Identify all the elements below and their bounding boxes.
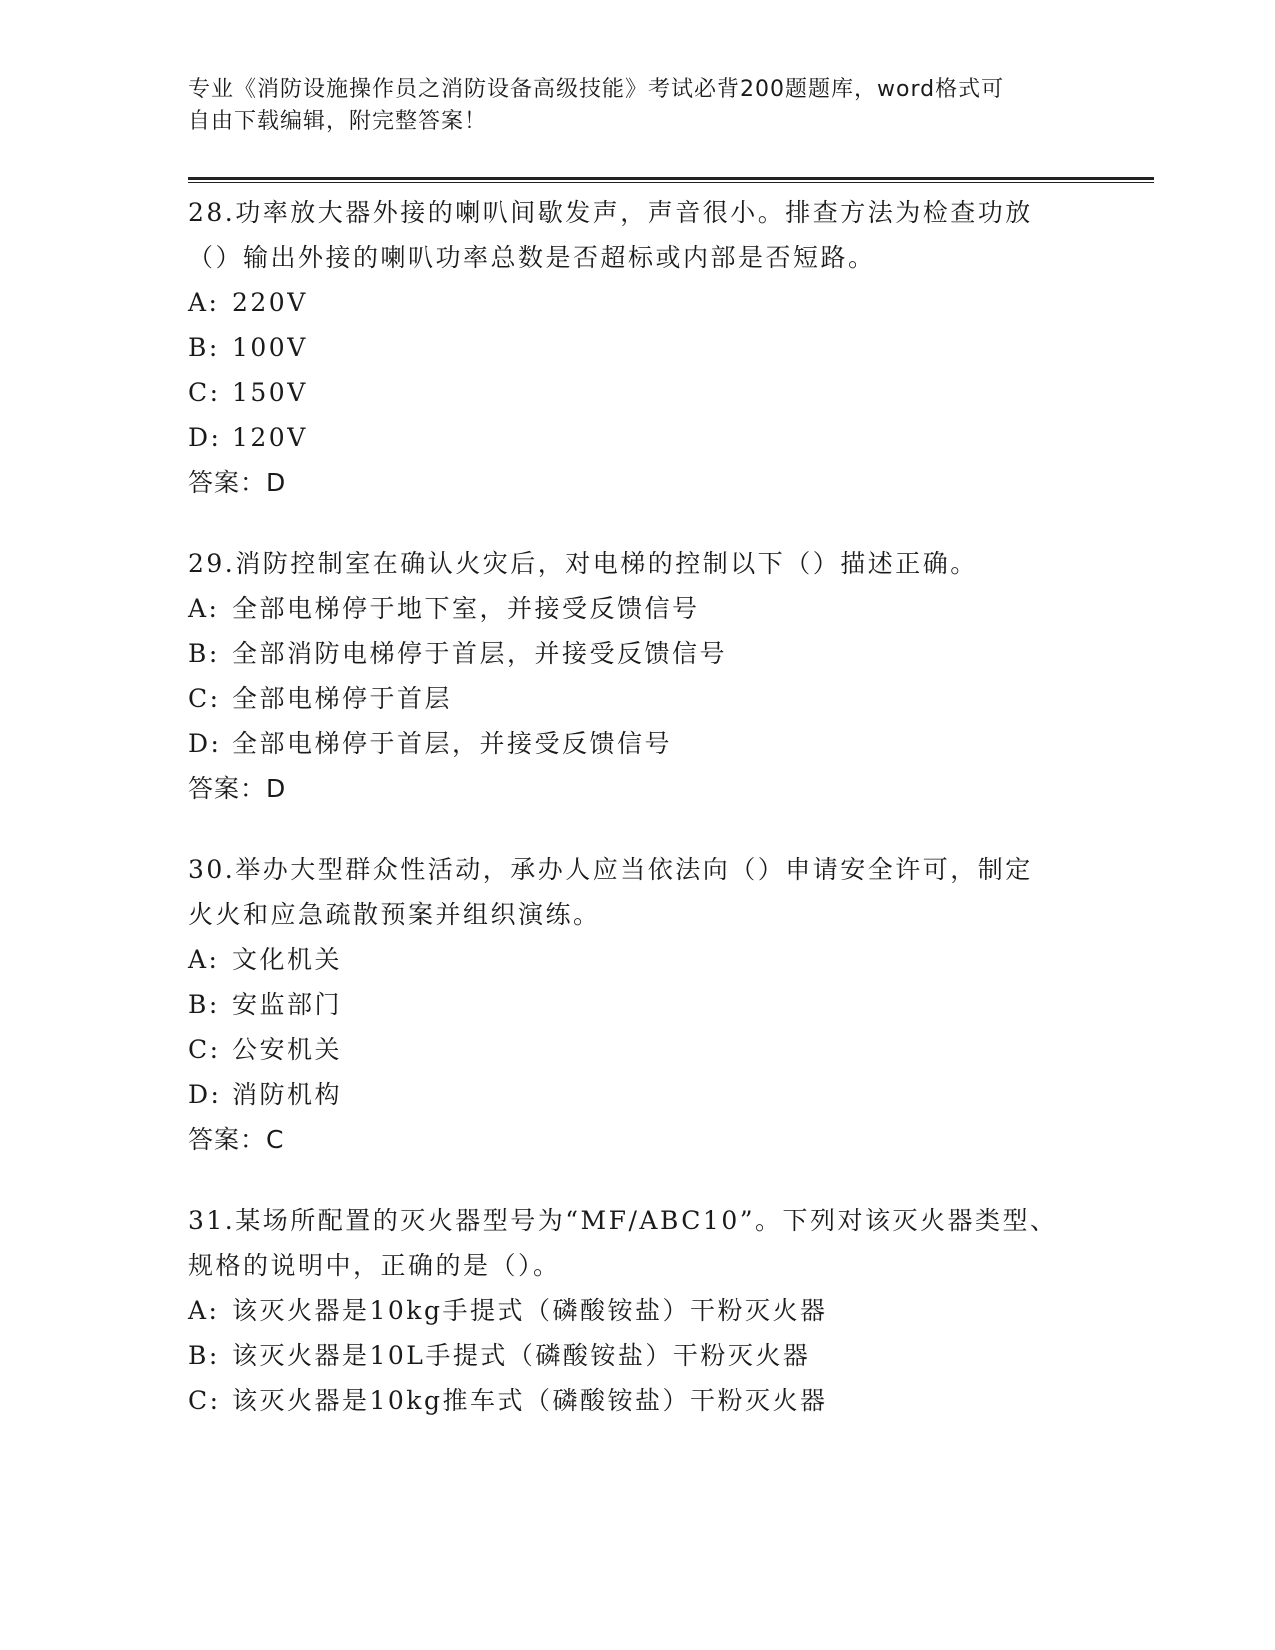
option-text: 全部电梯停于首层 bbox=[232, 684, 453, 713]
option-key: A: bbox=[188, 288, 220, 317]
option-text: 全部电梯停于地下室，并接受反馈信号 bbox=[232, 594, 700, 623]
question-stem: 30.举办大型群众性活动，承办人应当依法向（）申请安全许可，制定 bbox=[188, 855, 1033, 884]
option-text: 120V bbox=[232, 423, 308, 452]
option-text: 该灭火器是10kg推车式（磷酸铵盐）干粉灭火器 bbox=[232, 1386, 828, 1415]
question-stem-continued: （）输出外接的喇叭功率总数是否超标或内部是否短路。 bbox=[188, 243, 876, 272]
option-key: B: bbox=[188, 639, 220, 668]
option-key: A: bbox=[188, 1296, 220, 1325]
option-key: D: bbox=[188, 1080, 222, 1109]
option-key: D: bbox=[188, 729, 222, 758]
option-key: C: bbox=[188, 1386, 221, 1415]
option-c bbox=[188, 1027, 1088, 1072]
question-stem: 31.某场所配置的灭火器型号为“MF/ABC10”。下列对该灭火器类型、 bbox=[188, 1206, 1058, 1235]
option-b bbox=[188, 1333, 1088, 1378]
option-text: 220V bbox=[232, 288, 308, 317]
option-text: 公安机关 bbox=[232, 1035, 343, 1064]
option-key: D: bbox=[188, 423, 222, 452]
question-list bbox=[188, 190, 1088, 1459]
header-divider-thin bbox=[188, 182, 1154, 183]
option-key: A: bbox=[188, 594, 220, 623]
option-b bbox=[188, 325, 1088, 370]
option-text: 消防机构 bbox=[232, 1080, 343, 1109]
answer-line: 答案：C bbox=[188, 1125, 285, 1154]
question-stem: 28.功率放大器外接的喇叭间歇发声，声音很小。排查方法为检查功放 bbox=[188, 198, 1033, 227]
option-c bbox=[188, 370, 1088, 415]
option-text: 100V bbox=[232, 333, 308, 362]
option-a bbox=[188, 1288, 1088, 1333]
option-c bbox=[188, 676, 1088, 721]
option-key: C: bbox=[188, 378, 221, 407]
header-line-1: 专业《消防设施操作员之消防设备高级技能》考试必背200题题库，word格式可 bbox=[188, 77, 1005, 102]
option-c bbox=[188, 1378, 1088, 1423]
option-a bbox=[188, 586, 1088, 631]
option-text: 全部电梯停于首层，并接受反馈信号 bbox=[232, 729, 673, 758]
answer-line: 答案：D bbox=[188, 468, 287, 497]
option-b bbox=[188, 631, 1088, 676]
option-text: 该灭火器是10kg手提式（磷酸铵盐）干粉灭火器 bbox=[232, 1296, 828, 1325]
document-header bbox=[188, 74, 1068, 138]
option-text: 安监部门 bbox=[232, 990, 343, 1019]
option-text: 150V bbox=[232, 378, 308, 407]
option-text: 全部消防电梯停于首层，并接受反馈信号 bbox=[232, 639, 728, 668]
option-key: A: bbox=[188, 945, 220, 974]
option-d bbox=[188, 415, 1088, 460]
option-key: B: bbox=[188, 990, 220, 1019]
option-text: 该灭火器是10L手提式（磷酸铵盐）干粉灭火器 bbox=[232, 1341, 811, 1370]
question-stem-continued: 火火和应急疏散预案并组织演练。 bbox=[188, 900, 601, 929]
header-divider-thick bbox=[188, 177, 1154, 180]
answer-line: 答案：D bbox=[188, 774, 287, 803]
option-key: C: bbox=[188, 684, 221, 713]
question-31 bbox=[188, 1198, 1088, 1423]
question-29 bbox=[188, 541, 1088, 811]
header-line-2: 自由下载编辑，附完整答案！ bbox=[188, 109, 488, 134]
option-key: C: bbox=[188, 1035, 221, 1064]
option-text: 文化机关 bbox=[232, 945, 343, 974]
option-key: B: bbox=[188, 1341, 220, 1370]
question-30 bbox=[188, 847, 1088, 1162]
option-a bbox=[188, 280, 1088, 325]
option-key: B: bbox=[188, 333, 220, 362]
question-stem-continued: 规格的说明中，正确的是（）。 bbox=[188, 1251, 561, 1280]
option-a bbox=[188, 937, 1088, 982]
option-d bbox=[188, 721, 1088, 766]
question-stem: 29.消防控制室在确认火灾后，对电梯的控制以下（）描述正确。 bbox=[188, 549, 978, 578]
question-28 bbox=[188, 190, 1088, 505]
option-d bbox=[188, 1072, 1088, 1117]
option-b bbox=[188, 982, 1088, 1027]
